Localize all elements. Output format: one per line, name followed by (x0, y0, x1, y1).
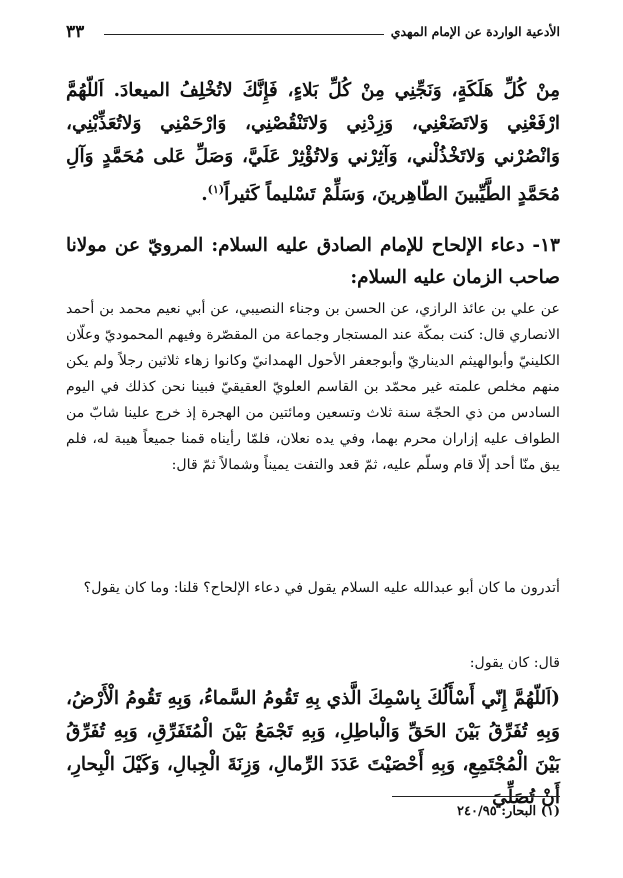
answer-line: قال: كان يقول: (469, 655, 560, 671)
footnote-rule (392, 796, 560, 797)
supplication-passage-2: (اَللّهُمَّ إِنّي أَسْأَلُكَ بِاسْمِكَ الَّذي بِهِ تَقُومُ السَّماءُ، وَبِهِ تَقُومُ الْأَرْضُ، وَبِهِ تُفَرِّقُ بَيْنَ الحَقِّ وَالْباطِلِ، وَبِهِ تَجْمَعُ بَيْنَ الْمُتَفَرِّقِ، وَبِهِ تُفَرِّقُ بَيْنَ الْمُجْتَمِعِ، وَبِهِ أَحْصَيْتَ عَدَدَ الرِّمالِ، وَزِنَةَ الْجِبالِ، وَكَيْلَ الْبِحارِ، أَنْ تُصَلِّيَ (66, 688, 560, 808)
running-title: الأدعية الواردة عن الإمام المهدي (390, 24, 560, 39)
section-heading: ١٣- دعاء الإلحاح للإمام الصادق عليه السلام: المرويّ عن مولانا صاحب الزمان عليه السلام: (66, 235, 560, 288)
page-number: ٣٣ (66, 22, 85, 42)
narration-paragraph: عن علي بن عائذ الرازي، عن الحسن بن وجناء النصيبي، عن أبي نعيم محمد بن أحمد الانصاري قال: كنت بمكّة عند المستجار وجماعة من المقصّرة وفيهم المحموديّ وعلّان الكلينيّ وأبوالهيثم الديناريّ وأبوجعفر الأحول الهمدانيّ وكانوا زهاء ثلاثين رجلاً ولم يكن منهم مخلص علمته غير محمّد بن القاسم العلويّ العقيقيّ فبينا نحن كذلك في اليوم السادس من ذي الحجّة سنة ثلاث وتسعين ومائتين من الهجرة إذ خرج علينا شابّ من الطواف عليه إزاران محرم بهما، وفي يده نعلان، فلمّا رأيناه قمنا جميعاً هيبة له، فلم يبق منّا أحد إلّا قام وسلّم عليه، ثمّ قعد والتفت يميناً وشمالاً ثمّ قال: (66, 301, 560, 473)
supplication-passage-1: مِنْ كُلِّ هَلَكَةٍ، وَنَجِّنِي مِنْ كُلِّ بَلاءٍ، فَإِنَّكَ لاتُخْلِفُ الميعادَ. اَللّهُمَّ ارْفَعْنِي وَلاتَضَعْنِي، وَزِدْنِي وَلاتَنْقُصْنِي، وَارْحَمْنِي وَلاتُعَذِّبْنِي، وَانْصُرْني وَلاتَخْذُلْني، وَآثِرْني وَلاتُؤْثِرْ عَلَيَّ، وَصَلِّ عَلى مُحَمَّدٍ وَآلِ مُحَمَّدٍ الطَّيِّبينَ الطّاهِرينَ، وَسَلِّمْ تَسْليماً كَثيراً$^{(١)}$. (66, 80, 560, 206)
footnote-reference: (١) (207, 183, 225, 196)
footnote: (١) البحار: ٢٤٠/٩٥ (457, 804, 560, 819)
supplication-text-1: مِنْ كُلِّ هَلَكَةٍ، وَنَجِّنِي مِنْ كُلِّ بَلاءٍ، فَإِنَّكَ لاتُخْلِفُ الميعادَ. اَللّهُمَّ ارْفَعْنِي وَلاتَضَعْنِي، وَزِدْنِي وَلاتَنْقُصْنِي، وَارْحَمْنِي وَلاتُعَذِّبْنِي، وَانْصُرْني وَلاتَخْذُلْني، وَآثِرْني وَلاتُؤْثِرْ عَلَيَّ، وَصَلِّ عَلى مُحَمَّدٍ وَآلِ مُحَمَّدٍ الطَّيِّبينَ الطّاهِرينَ، وَسَلِّمْ تَسْليماً كَثيراً (66, 80, 560, 206)
header-rule (104, 34, 384, 35)
question-paragraph: أتدرون ما كان أبو عبدالله عليه السلام يقول في دعاء الإلحاح؟ قلنا: وما كان يقول؟ (83, 580, 560, 596)
page-header (66, 20, 560, 46)
